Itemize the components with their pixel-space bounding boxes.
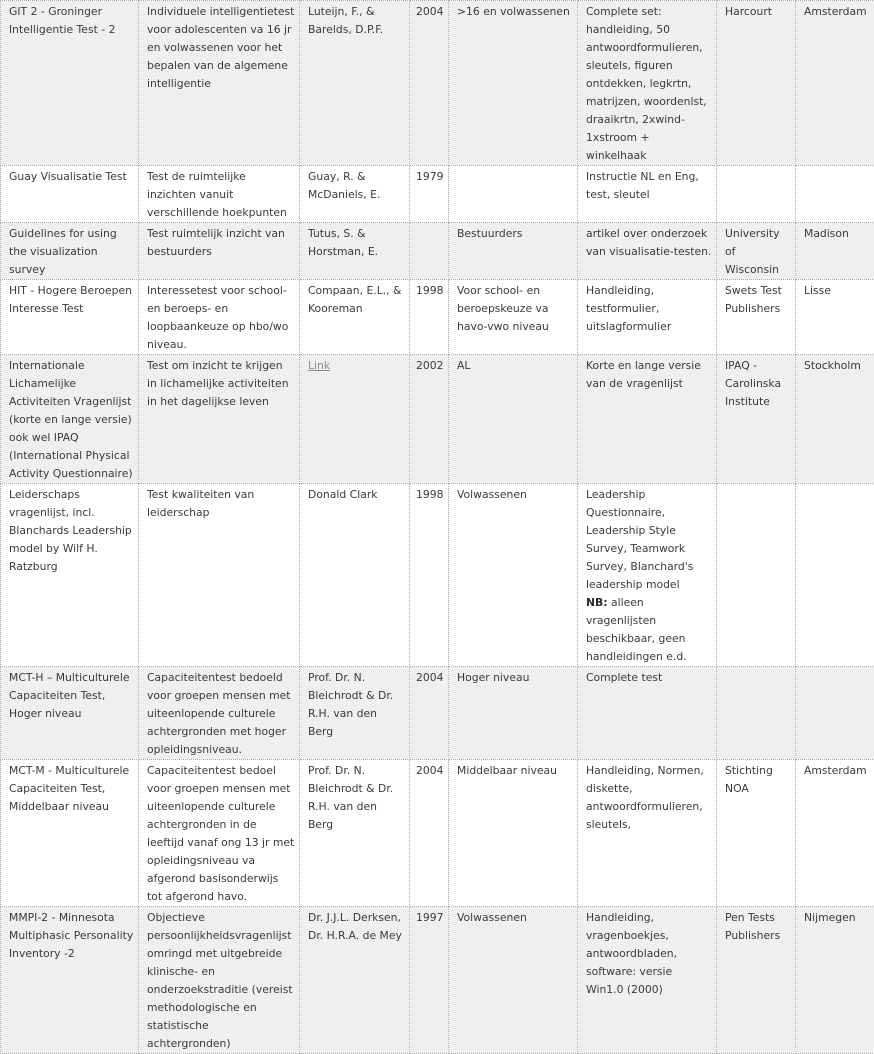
cell-year: 2004 (410, 1, 449, 166)
cell-city (796, 166, 874, 223)
cell-contents: Complete test (578, 667, 717, 760)
cell-city: Lisse (796, 280, 874, 355)
cell-target: Voor school- en beroepskeuze va havo-vwo niveau (449, 280, 578, 355)
cell-name: MCT-M - Multiculturele Capaciteiten Test, Middelbaar niveau (1, 760, 139, 907)
cell-contents: Korte en lange versie van de vragenlijst (578, 355, 717, 484)
cell-description: Test kwaliteiten van leiderschap (139, 484, 300, 667)
cell-contents (578, 484, 717, 667)
cell-authors: Guay, R. & McDaniels, E. (300, 166, 410, 223)
cell-city: Amsterdam (796, 760, 874, 907)
table-row (1, 355, 874, 484)
table-row (1, 280, 874, 355)
cell-publisher: Harcourt (717, 1, 796, 166)
cell-city: Stockholm (796, 355, 874, 484)
authors-link[interactable]: Link (308, 359, 330, 372)
cell-year: 1997 (410, 907, 449, 1054)
cell-city: Amsterdam (796, 1, 874, 166)
cell-name: Internationale Lichamelijke Activiteiten Vragenlijst (korte en lange versie) ook wel IPAQ (International Physical Activity Questionnaire) (1, 355, 139, 484)
cell-target (449, 166, 578, 223)
cell-target: Hoger niveau (449, 667, 578, 760)
cell-name: GIT 2 - Groninger Intelligentie Test - 2 (1, 1, 139, 166)
cell-contents: Complete set: handleiding, 50 antwoordformulieren, sleutels, figuren ontdekken, legkrtn, matrijzen, woordenlst, draaikrtn, 2xwind-1xstroom + winkelhaak (578, 1, 717, 166)
table-row (1, 1, 874, 166)
cell-year: 1998 (410, 280, 449, 355)
cell-publisher: University of Wisconsin (717, 223, 796, 280)
cell-target: Volwassenen (449, 907, 578, 1054)
cell-authors: Luteijn, F., & Barelds, D.P.F. (300, 1, 410, 166)
cell-publisher: Pen Tests Publishers (717, 907, 796, 1054)
cell-authors: Donald Clark (300, 484, 410, 667)
cell-description: Capaciteitentest bedoeld voor groepen mensen met uiteenlopende culturele achtergronden met hoger opleidingsniveau. (139, 667, 300, 760)
cell-city: Nijmegen (796, 907, 874, 1054)
cell-description: Test ruimtelijk inzicht van bestuurders (139, 223, 300, 280)
cell-target: >16 en volwassenen (449, 1, 578, 166)
table-row (1, 223, 874, 280)
cell-authors: Compaan, E.L., & Kooreman (300, 280, 410, 355)
cell-authors: Tutus, S. & Horstman, E. (300, 223, 410, 280)
table-row (1, 907, 874, 1054)
cell-publisher: Stichting NOA (717, 760, 796, 907)
cell-city: Madison (796, 223, 874, 280)
cell-name: HIT - Hogere Beroepen Interesse Test (1, 280, 139, 355)
cell-target: AL (449, 355, 578, 484)
cell-description: Objectieve persoonlijkheidsvragenlijst omringd met uitgebreide klinische- en onderzoekstraditie (vereist methodologische en statistische achtergronden) (139, 907, 300, 1054)
cell-description: Test om inzicht te krijgen in lichamelijke activiteiten in het dagelijkse leven (139, 355, 300, 484)
cell-contents: Handleiding, Normen, diskette, antwoordformulieren, sleutels, (578, 760, 717, 907)
cell-name: MCT-H – Multiculturele Capaciteiten Test, Hoger niveau (1, 667, 139, 760)
cell-description: Individuele intelligentietest voor adolescenten va 16 jr en volwassenen voor het bepalen van de algemene intelligentie (139, 1, 300, 166)
cell-year: 2002 (410, 355, 449, 484)
nb-note (586, 594, 712, 666)
cell-description: Test de ruimtelijke inzichten vanuit verschillende hoekpunten (139, 166, 300, 223)
cell-city (796, 667, 874, 760)
cell-description: Interessetest voor school- en beroeps- en loopbaankeuze op hbo/wo niveau. (139, 280, 300, 355)
cell-contents: Handleiding, vragenboekjes, antwoordbladen, software: versie Win1.0 (2000) (578, 907, 717, 1054)
cell-description: Capaciteitentest bedoel voor groepen mensen met uiteenlopende culturele achtergronden in de leeftijd vanaf ong 13 jr met opleidingsniveau va afgerond basisonderwijs tot afgerond havo. (139, 760, 300, 907)
cell-publisher: IPAQ - Carolinska Institute (717, 355, 796, 484)
cell-year: 2004 (410, 760, 449, 907)
cell-contents: Handleiding, testformulier, uitslagformulier (578, 280, 717, 355)
cell-authors: Dr. J.J.L. Derksen, Dr. H.R.A. de Mey (300, 907, 410, 1054)
table-row (1, 667, 874, 760)
table-row (1, 166, 874, 223)
cell-name: MMPI-2 - Minnesota Multiphasic Personality Inventory -2 (1, 907, 139, 1054)
cell-publisher: Swets Test Publishers (717, 280, 796, 355)
table-row (1, 484, 874, 667)
cell-name: Guidelines for using the visualization survey (1, 223, 139, 280)
cell-contents: Instructie NL en Eng, test, sleutel (578, 166, 717, 223)
table-row (1, 760, 874, 907)
cell-authors: Prof. Dr. N. Bleichrodt & Dr. R.H. van den Berg (300, 667, 410, 760)
cell-year: 1979 (410, 166, 449, 223)
cell-authors: Prof. Dr. N. Bleichrodt & Dr. R.H. van den Berg (300, 760, 410, 907)
cell-city (796, 484, 874, 667)
cell-name: Leiderschaps vragenlijst, incl. Blanchards Leadership model by Wilf H. Ratzburg (1, 484, 139, 667)
cell-year: 1998 (410, 484, 449, 667)
cell-publisher (717, 667, 796, 760)
cell-publisher (717, 484, 796, 667)
cell-target: Volwassenen (449, 484, 578, 667)
cell-year: 2004 (410, 667, 449, 760)
cell-target: Bestuurders (449, 223, 578, 280)
nb-label: NB: (586, 596, 608, 609)
cell-authors (300, 355, 410, 484)
contents-text: Leadership Questionnaire, Leadership Style Survey, Teamwork Survey, Blanchard's leadership model (586, 486, 712, 594)
cell-contents: artikel over onderzoek van visualisatie-testen. (578, 223, 717, 280)
cell-target: Middelbaar niveau (449, 760, 578, 907)
cell-publisher (717, 166, 796, 223)
cell-year (410, 223, 449, 280)
cell-name: Guay Visualisatie Test (1, 166, 139, 223)
nb-text: alleen vragenlijsten beschikbaar, geen handleidingen e.d. (586, 596, 687, 663)
